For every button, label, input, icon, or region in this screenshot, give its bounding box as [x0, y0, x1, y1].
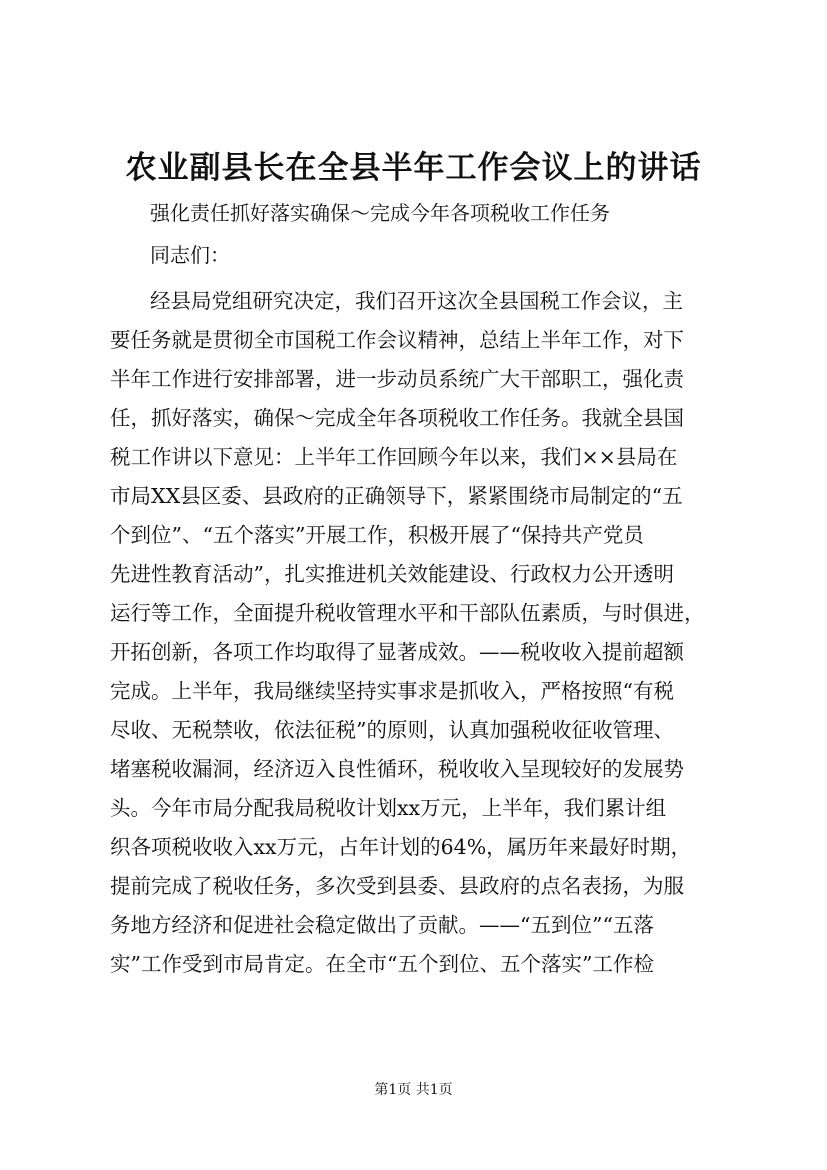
- body-paragraph: [110, 282, 740, 984]
- body-line: 务地方经济和促进社会稳定做出了贡献。——“五到位”“五落: [110, 913, 654, 937]
- document-title: 农业副县长在全县半年工作会议上的讲话: [125, 150, 702, 186]
- body-line: 开拓创新，各项工作均取得了显著成效。——税收收入提前超额: [110, 640, 684, 664]
- body-line: 个到位”、“五个落实”开展工作，积极开展了“保持共产党员: [110, 523, 644, 547]
- page-footer: 第1页 共1页: [374, 1082, 453, 1098]
- body-line: 堵塞税收漏洞，经济迈入良性循环，税收收入呈现较好的发展势: [110, 757, 684, 781]
- body-line: 要任务就是贯彻全市国税工作会议精神，总结上半年工作，对下: [110, 328, 684, 352]
- document-subtitle: 强化责任抓好落实确保～完成今年各项税收工作任务: [150, 201, 610, 225]
- body-line: 提前完成了税收任务，多次受到县委、县政府的点名表扬，为服: [110, 874, 684, 898]
- body-line: 完成。上半年，我局继续坚持实事求是抓收入，严格按照“有税: [110, 679, 674, 703]
- body-line: 税工作讲以下意见：上半年工作回顾今年以来，我们××县局在: [110, 445, 678, 469]
- body-line: 市局XX县区委、县政府的正确领导下，紧紧围绕市局制定的“五: [110, 484, 683, 508]
- body-line: 半年工作进行安排部署，进一步动员系统广大干部职工，强化责: [110, 367, 684, 391]
- body-line: 织各项税收收入xx万元，占年计划的64%，属历年来最好时期，: [110, 835, 692, 859]
- body-line: 任，抓好落实，确保～完成全年各项税收工作任务。我就全县国: [110, 406, 684, 430]
- body-line: 尽收、无税禁收，依法征税”的原则，认真加强税收征收管理、: [110, 718, 674, 742]
- body-line: 经县局党组研究决定，我们召开这次全县国税工作会议，主: [150, 289, 683, 313]
- body-line: 实”工作受到市局肯定。在全市“五个到位、五个落实”工作检: [110, 952, 654, 976]
- body-line: 运行等工作，全面提升税收管理水平和干部队伍素质，与时俱进，: [110, 601, 705, 625]
- salutation: 同志们：: [150, 243, 230, 267]
- body-line: 头。今年市局分配我局税收计划xx万元，上半年，我们累计组: [110, 796, 667, 820]
- body-line: 先进性教育活动”，扎实推进机关效能建设、行政权力公开透明: [110, 562, 674, 586]
